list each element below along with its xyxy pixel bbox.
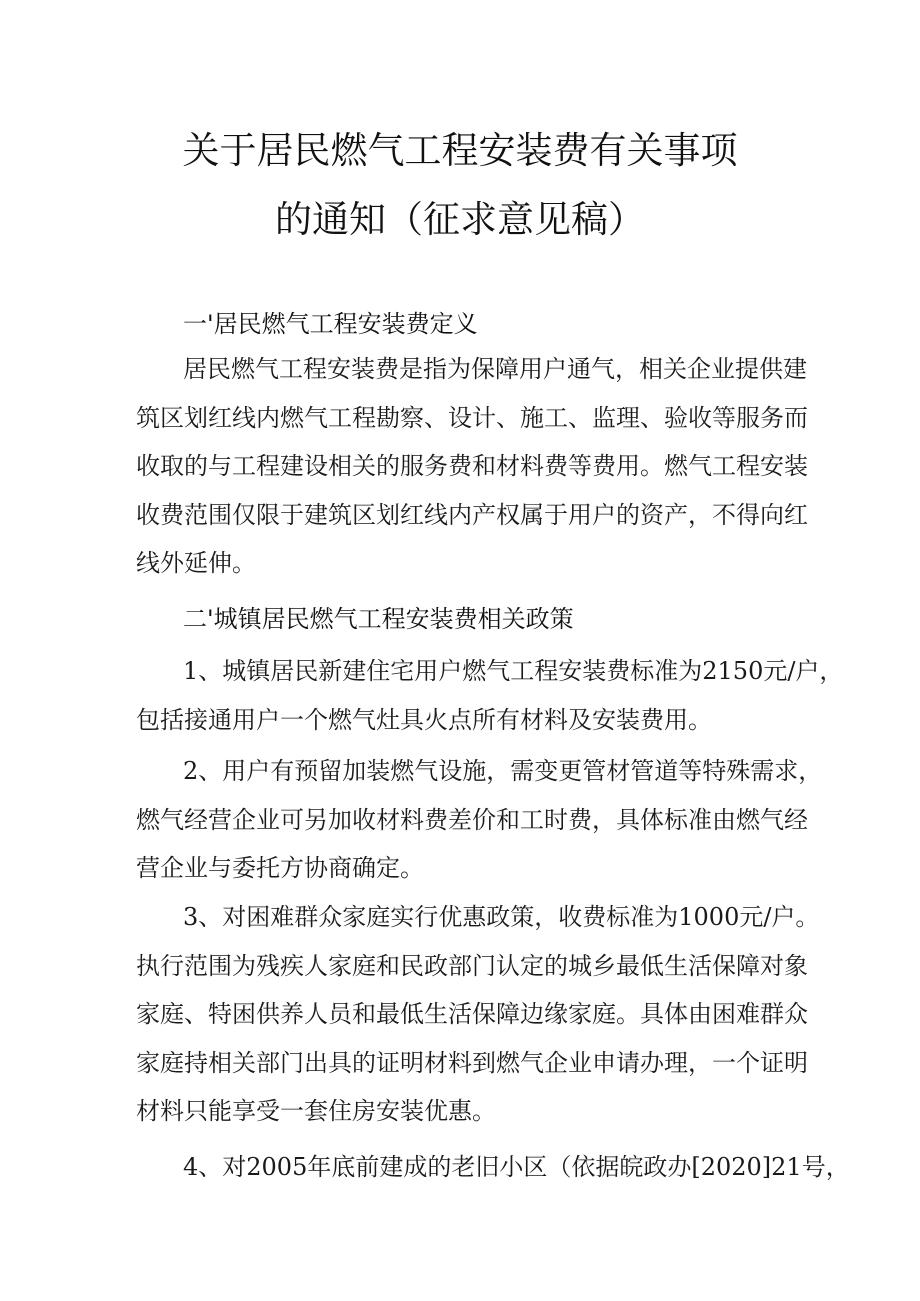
- policy-item-4: [136, 1143, 850, 1192]
- paragraph-line: 线外延伸。: [136, 549, 256, 577]
- section-1-paragraph: [136, 345, 808, 588]
- paragraph-line: 家庭、特困供养人员和最低生活保障边缘家庭。具体由困难群众: [136, 1000, 808, 1028]
- paragraph-line: 筑区划红线内燃气工程勘察、设计、施工、监理、验收等服务而: [136, 403, 808, 432]
- paragraph-line: 居民燃气工程安装费是指为保障用户通气，相关企业提供建: [183, 355, 807, 383]
- paragraph-line: 1、城镇居民新建住宅用户燃气工程安装费标准为2150元/户，: [183, 657, 844, 685]
- paragraph-line: 执行范围为残疾人家庭和民政部门认定的城乡最低生活保障对象: [136, 951, 808, 980]
- paragraph-line: 收取的与工程建设相关的服务费和材料费等费用。燃气工程安装: [136, 452, 808, 480]
- paragraph-line: 燃气经营企业可另加收材料费差价和工时费，具体标准由燃气经: [136, 805, 808, 834]
- policy-item-2: [136, 747, 823, 893]
- paragraph-line: 4、对2005年底前建成的老旧小区（依据皖政办[2020]21号，: [183, 1153, 850, 1181]
- policy-item-1: [136, 647, 844, 744]
- section-1-heading: 一'居民燃气工程安装费定义: [183, 310, 478, 338]
- section-2-heading: 二'城镇居民燃气工程安装费相关政策: [183, 605, 574, 633]
- paragraph-line: 家庭持相关部门出具的证明材料到燃气企业申请办理，一个证明: [136, 1048, 808, 1077]
- document-title-line-1: 关于居民燃气工程安装费有关事项: [182, 129, 738, 172]
- paragraph-line: 3、对困难群众家庭实行优惠政策，收费标准为1000元/户。: [183, 903, 820, 931]
- policy-item-3: [136, 893, 820, 1136]
- paragraph-line: 包括接通用户一个燃气灶具火点所有材料及安装费用。: [136, 705, 712, 734]
- paragraph-line: 收费范围仅限于建筑区划红线内产权属于用户的资产，不得向红: [136, 500, 808, 529]
- paragraph-line: 2、用户有预留加装燃气设施，需变更管材管道等特殊需求，: [183, 757, 823, 785]
- paragraph-line: 营企业与委托方协商确定。: [136, 854, 424, 882]
- paragraph-line: 材料只能享受一套住房安装优惠。: [136, 1097, 496, 1125]
- document-title-line-2: 的通知（征求意见稿）: [275, 198, 645, 241]
